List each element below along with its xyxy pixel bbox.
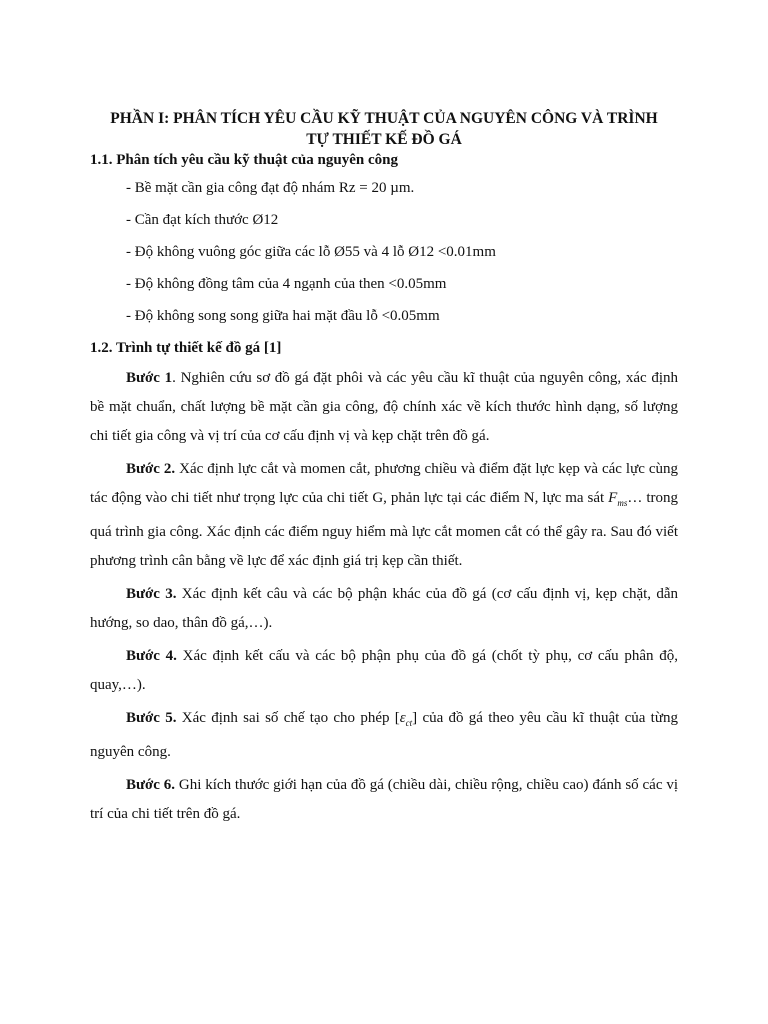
requirement-item: - Bề mặt cần gia công đạt độ nhám Rz = 20 µm. — [126, 180, 415, 196]
step-2-text-after: … trong quá trình gia công. Xác định các điểm nguy hiểm mà lực cắt momen cắt có thể gây ra. Sau đó viết phương trình cân bằng về lực để xác định giá trị kẹp cần thiết. — [90, 490, 678, 569]
tolerance-symbol — [400, 710, 412, 726]
step-5-text-after: ] của đồ gá theo yêu cầu kĩ thuật của từng nguyên công. — [90, 710, 678, 760]
requirement-item: - Độ không đồng tâm của 4 ngạnh của then <0.05mm — [126, 276, 447, 292]
requirement-item: - Độ không song song giữa hai mặt đầu lỗ <0.05mm — [126, 308, 440, 324]
step-2-label: Bước 2. — [126, 461, 176, 477]
step-2-text-before: Xác định lực cắt và momen cắt, phương chiều và điểm đặt lực kẹp và các lực cùng tác động vào chi tiết như trọng lực của chi tiết G, phản lực tại các điểm N, lực ma sát — [90, 461, 678, 506]
step-3-label: Bước 3. — [126, 586, 177, 602]
tolerance-main: ε — [399, 710, 406, 726]
title-line-1: PHẦN I: PHÂN TÍCH YÊU CẦU KỸ THUẬT CỦA NGUYÊN CÔNG VÀ TRÌNH — [110, 110, 658, 127]
step-3-paragraph — [90, 580, 678, 638]
step-6-paragraph — [90, 771, 678, 829]
step-4-paragraph — [90, 642, 678, 700]
step-1-label: Bước 1 — [126, 370, 173, 386]
section-1-heading: 1.1. Phân tích yêu cầu kỹ thuật của nguyên công — [90, 152, 398, 168]
step-5-text-before: Xác định sai số chế tạo cho phép [ — [176, 710, 400, 726]
friction-force-subscript: ms — [617, 498, 628, 508]
step-3-text: Xác định kết câu và các bộ phận khác của đồ gá (cơ cấu định vị, kẹp chặt, dẫn hướng, so dao, thân đồ gá,…). — [90, 586, 678, 631]
step-1-paragraph — [90, 364, 678, 451]
section-2-heading: 1.2. Trình tự thiết kế đồ gá [1] — [90, 340, 282, 356]
step-5-label: Bước 5. — [126, 710, 177, 726]
step-6-text: Ghi kích thước giới hạn của đồ gá (chiều dài, chiều rộng, chiều cao) đánh số các vị trí của chi tiết trên đồ gá. — [90, 777, 678, 822]
friction-force-symbol — [608, 490, 627, 506]
step-1-text: . Nghiên cứu sơ đồ gá đặt phôi và các yêu cầu kĩ thuật của nguyên công, xác định bề mặt chuẩn, chất lượng bề mặt cần gia công, độ chính xác về kích thước hình dạng, số lượng chi tiết gia công và vị trí của cơ cấu định vị và kẹp chặt trên đồ gá. — [90, 370, 678, 444]
step-5-paragraph — [90, 704, 678, 767]
step-6-label: Bước 6. — [126, 777, 176, 793]
step-2-paragraph — [90, 455, 678, 576]
requirement-item: - Độ không vuông góc giữa các lỗ Ø55 và 4 lỗ Ø12 <0.01mm — [126, 244, 496, 260]
requirement-item: - Cần đạt kích thước Ø12 — [126, 212, 279, 228]
tolerance-subscript: ct — [405, 718, 413, 728]
step-4-label: Bước 4. — [126, 648, 177, 664]
step-4-text: Xác định kết cấu và các bộ phận phụ của đồ gá (chốt tỳ phụ, cơ cấu phân độ, quay,…). — [90, 648, 678, 693]
requirements-list — [90, 178, 678, 326]
title-line-2: TỰ THIẾT KẾ ĐỒ GÁ — [306, 131, 462, 148]
friction-force-main: F — [608, 490, 618, 506]
document-title — [90, 108, 678, 150]
